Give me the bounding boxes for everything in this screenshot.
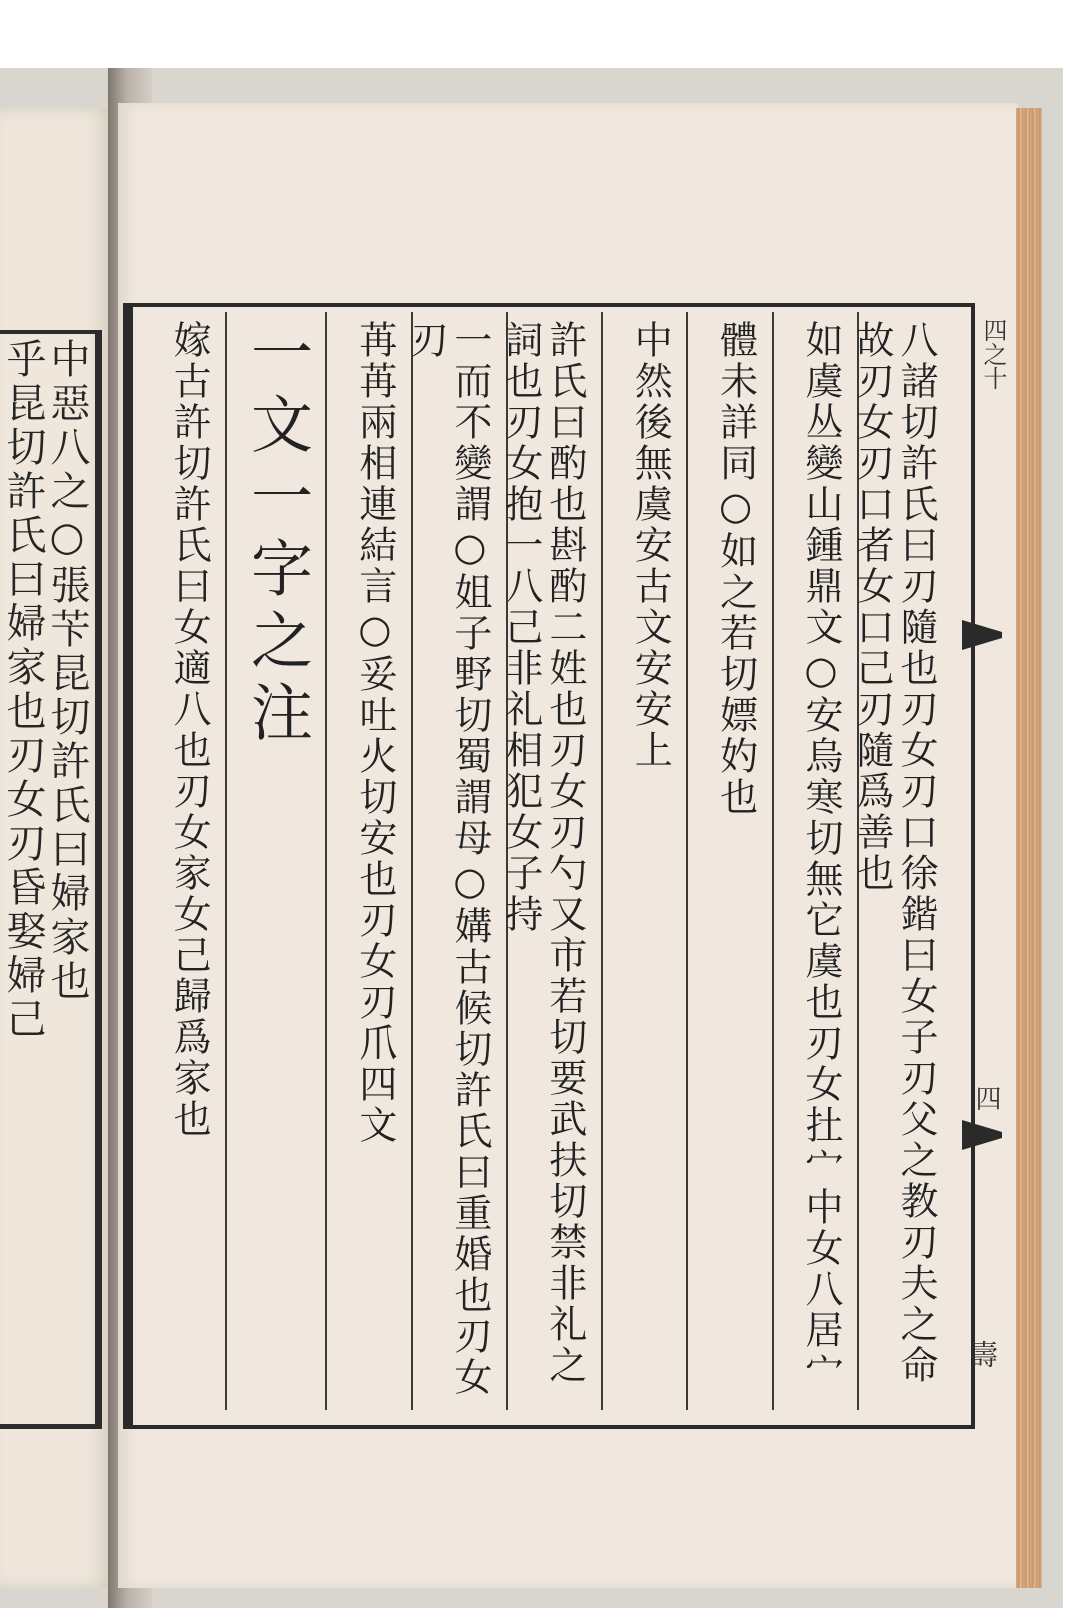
left-column: 中惡八之○張苄昆切許氏曰婦家也: [44, 338, 90, 1004]
margin-bottom-tag: 壽: [966, 1340, 999, 1368]
margin-page-number: 四: [971, 1085, 1001, 1111]
text-column: 許氏曰酌也斟酌二姓也刃女刃勺又市若切要武扶切禁非礼之詞也刃女抱一八己非礼相犯女子持: [506, 312, 601, 1410]
text-columns: [140, 312, 952, 1410]
text-column: 苒苒兩相連結言○妥吐火切安也刃女刃爪四文: [325, 312, 410, 1410]
left-column: 乎昆切許氏曰婦家也刃女刃昏娶婦己: [0, 338, 46, 1042]
margin-section-label: 四之十: [979, 318, 1007, 390]
text-column: 八諸切許氏曰刃隨也刃女刃口徐鍇曰女子刃父之教刃夫之命故刃女刃口者女口己刃隨爲善也: [857, 312, 952, 1410]
text-column: 一而不變謂○姐子野切蜀謂母○媾古候切許氏曰重婚也刃女刃: [411, 312, 506, 1410]
text-column: 中然後無虞安古文安安上: [601, 312, 686, 1410]
text-column: 體未詳同○如之若切嫖妁也: [686, 312, 771, 1410]
heading-column: 一文一字之注: [225, 312, 325, 1410]
left-page-text: [0, 338, 88, 1413]
page-edges: [1016, 108, 1042, 1588]
text-column: 如虞丛變山鍾鼎文○安烏寒切無它虞也刃女扗宀中女八居宀: [772, 312, 857, 1410]
text-column: 嫁古許切許氏曰女適八也刃女家女己歸爲家也: [167, 320, 212, 1140]
